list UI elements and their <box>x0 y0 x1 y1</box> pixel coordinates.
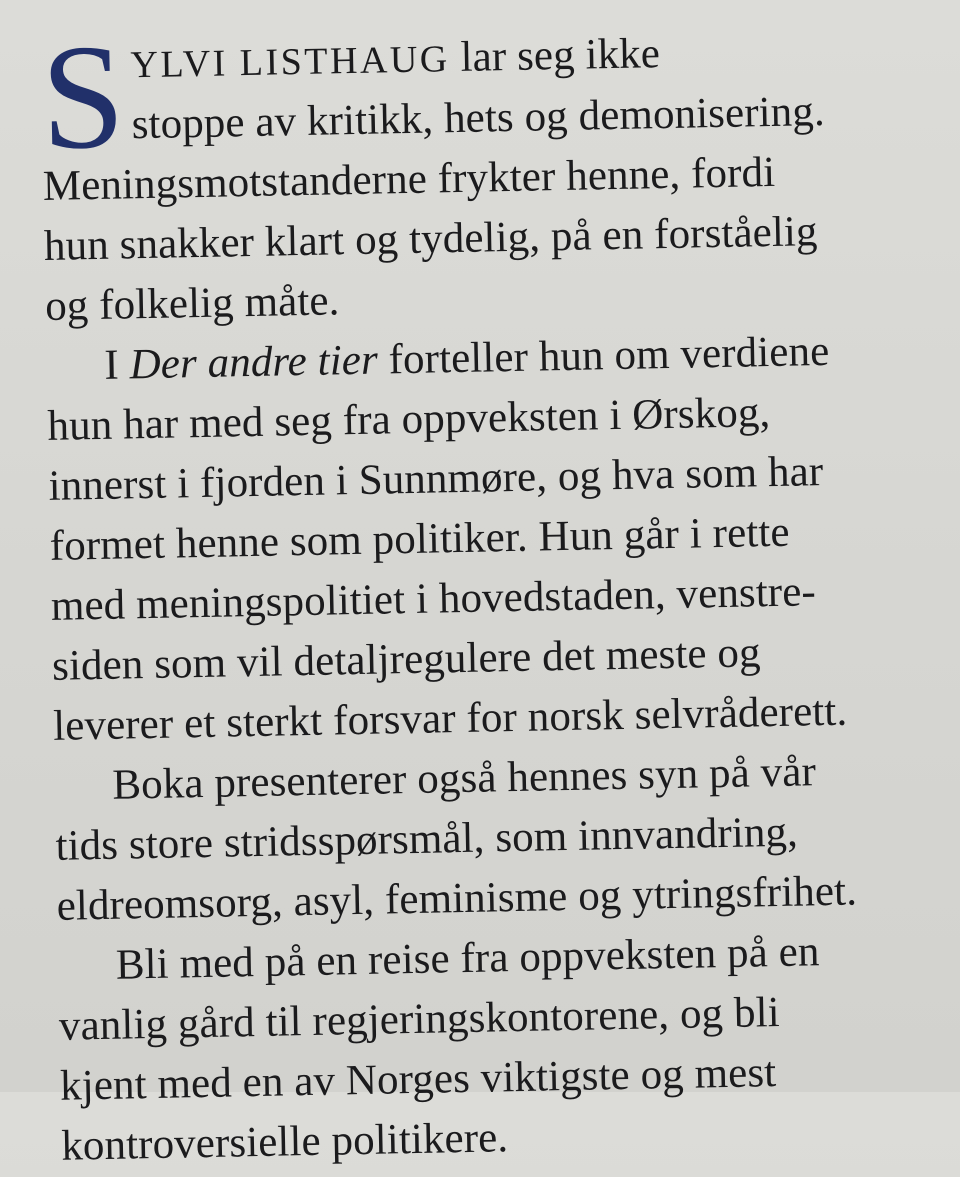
text-line: og folkelig måte. <box>44 277 340 330</box>
text-line: innerst i fjorden i Sunnmøre, og hva som har <box>48 448 824 510</box>
paragraph-3 <box>54 739 960 936</box>
text-line: kjent med en av Norges viktigste og mest <box>59 1049 777 1110</box>
text-line-fragment: forteller hun om verdiene <box>377 327 830 384</box>
blurb-text <box>39 13 960 1176</box>
text-line: stoppe av kritikk, hets og demonisering. <box>131 87 826 149</box>
text-line-fragment: lar seg ikke <box>449 30 661 82</box>
text-line: hun har med seg fra oppveksten i Ørskog, <box>47 389 771 450</box>
text-line: formet henne som politiker. Hun går i rette <box>49 508 791 570</box>
text-line: kontroversielle politikere. <box>60 1114 509 1170</box>
paragraph-1 <box>39 13 958 336</box>
paragraph-4 <box>57 919 960 1176</box>
drop-cap: S <box>39 13 127 181</box>
author-name-smallcaps: YLVI LISTHAUG <box>130 38 451 87</box>
text-line: hun snakker klart og tydelig, på en forståelig <box>43 208 818 270</box>
text-line: med meningspolitiet i hovedstaden, venstre- <box>50 568 817 630</box>
text-line-prefix: I <box>103 341 131 389</box>
paragraph-2 <box>46 319 960 756</box>
text-line: vanlig gård til regjeringskontorene, og bli <box>58 988 781 1050</box>
book-title: Der andre tier <box>129 336 379 389</box>
text-line: Meningsmotstanderne frykter henne, fordi <box>42 148 776 210</box>
text-line: siden som vil detaljregulere det meste og <box>51 629 762 690</box>
text-line: eldreomsorg, asyl, feminisme og ytringsfrihet. <box>56 867 858 930</box>
text-line: Boka presenterer også hennes syn på vår <box>111 748 817 809</box>
text-line: Bli med på en reise fra oppveksten på en <box>115 928 820 989</box>
text-line: tids store stridsspørsmål, som innvandring, <box>55 808 799 870</box>
text-line: leverer et sterkt forsvar for norsk selvråderett. <box>52 687 848 750</box>
